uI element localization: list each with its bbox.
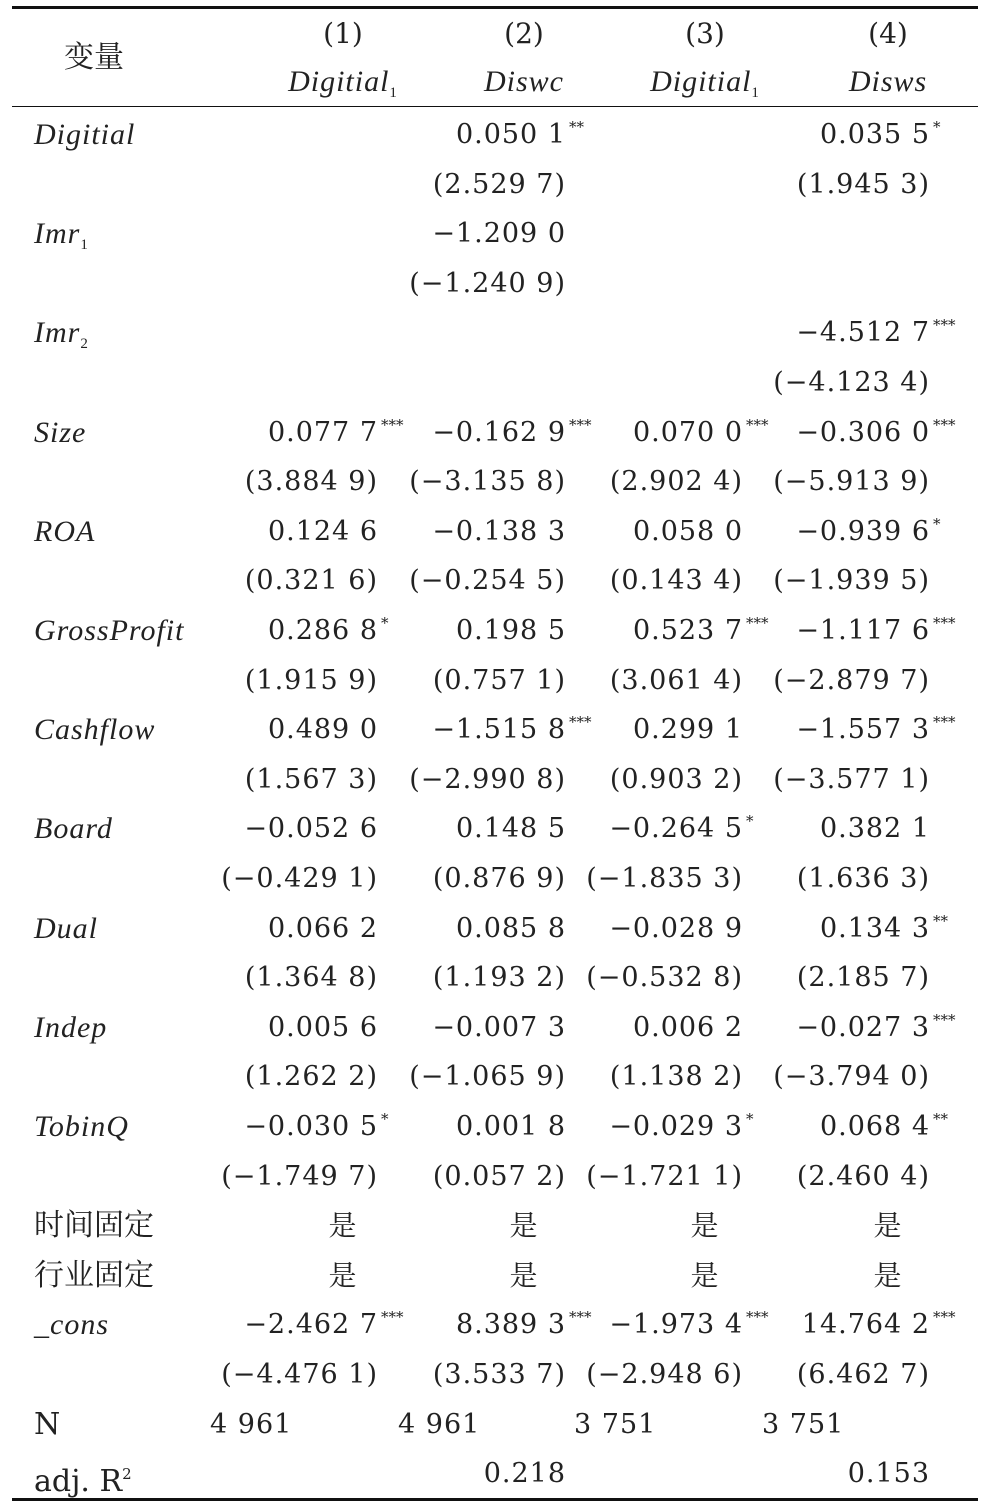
n-value: 4 961 [398,1408,481,1440]
significance-stars: *** [746,1308,769,1327]
significance-stars: *** [933,1010,956,1029]
dependent-var-4 [798,62,978,102]
tstat-cell [433,1152,566,1202]
cell-value: (0.057 2) [432,1160,566,1192]
cell-value: 0.001 8 [455,1111,566,1142]
tstat-row [0,1152,992,1202]
coef-row [0,705,992,755]
coef-row [0,1003,992,1053]
cell-value: 0.050 1 [455,119,566,150]
tstat-cell [797,1152,930,1202]
tstat-cell [773,1052,930,1102]
coef-cell [244,804,378,854]
tstat-cell [245,556,378,606]
cell-value: −0.939 6 [796,515,930,547]
cell-value: 0.286 8 [267,615,378,646]
tstat-row [0,259,992,309]
tstat-cell [409,259,566,309]
cell-value: (0.757 1) [432,664,566,696]
coef-cell [796,507,941,557]
coef-row [0,606,992,656]
tstat-cell [586,953,743,1003]
coef-cell [609,1300,769,1350]
variable-label [34,1102,129,1152]
fixed-effect-label [34,1201,154,1251]
cell-value: 0.068 4 [819,1111,930,1142]
coef-cell [609,904,743,954]
coef-cell [801,1300,956,1350]
label-text: ROA [34,514,96,548]
cell-value: 0.066 2 [267,912,378,944]
cell-value: −0.138 3 [432,515,566,547]
coef-row [0,1102,992,1152]
significance-stars: * [746,812,754,831]
coef-cell [633,1003,743,1053]
label-text: GrossProfit [34,614,185,647]
coef-row [0,904,992,954]
tstat-cell [221,1350,378,1400]
tstat-row [0,953,992,1003]
label-subscript: 2 [80,336,89,353]
significance-stars: ** [933,911,948,930]
cell-value: 0.218 [483,1458,566,1490]
tstat-cell [433,953,566,1003]
tstat-cell [409,457,566,507]
variable-label [34,1003,107,1053]
cell-value: 0.148 5 [455,813,566,845]
cell-value: 0.198 5 [455,615,566,646]
variable-label [34,110,135,160]
cell-value: −0.028 9 [609,912,743,944]
tstat-cell [773,358,930,408]
significance-stars: * [381,1110,389,1128]
cell-value: 0.382 1 [819,813,930,845]
tstat-cell [773,556,930,606]
coef-cell [268,507,378,557]
cons-row [0,1300,992,1350]
tstat-cell [773,755,930,805]
n-value: 3 751 [762,1408,845,1440]
label-superscript: 2 [122,1465,132,1484]
r2-value [848,1449,930,1499]
cell-value: (−4.123 4) [773,367,930,398]
cell-value: (0.143 4) [609,565,743,597]
significance-stars: * [933,514,941,533]
coef-cell [819,110,941,160]
coef-cell [819,904,948,954]
cell-value: 0.005 6 [267,1011,378,1043]
label-text: Indep [34,1010,108,1044]
cell-value: 0.058 0 [632,515,743,547]
coef-row [0,110,992,160]
n-label [34,1400,60,1450]
tstat-row [0,556,992,606]
cell-value: (2.529 7) [432,168,566,200]
significance-stars: *** [569,1308,592,1327]
coef-cell [268,1003,378,1053]
tstat-cell [610,1052,743,1102]
tstat-cell [245,1052,378,1102]
cell-value: (−2.879 7) [773,664,930,696]
cell-value: (1.262 2) [244,1061,378,1093]
label-text: Size [34,415,87,449]
table-header-rule [12,106,978,107]
fixed-effect-value: 是 [873,1209,903,1243]
cell-value: (1.915 9) [244,664,378,696]
label-text: TobinQ [34,1110,129,1143]
cell-value: (−4.476 1) [221,1359,378,1390]
dependent-var-subscript: 1 [751,85,760,101]
tstat-row [0,358,992,408]
significance-stars: *** [381,415,404,434]
dependent-var-name: Diswc [484,65,564,98]
cell-value: −0.027 3 [796,1011,930,1043]
cell-value: −0.007 3 [432,1011,566,1043]
label-subscript: 1 [80,237,89,254]
tstat-cell [409,755,566,805]
variable-column-header: 变量 [64,40,124,75]
significance-stars: * [381,614,389,632]
tstat-cell [797,160,930,210]
cell-value: (−1.835 3) [586,863,743,894]
dependent-var-2 [434,62,614,102]
coef-cell [432,408,592,458]
cell-value: (2.185 7) [796,962,930,994]
cell-value: (−1.240 9) [409,267,566,299]
cell-value: (1.138 2) [609,1061,743,1093]
coef-cell [456,804,566,854]
n-value: 4 961 [210,1408,293,1440]
coef-cell [796,705,956,755]
cell-value: (2.902 4) [609,466,743,498]
tstat-cell [797,854,930,904]
coef-cell [267,408,404,458]
cell-value: (0.876 9) [432,863,566,894]
cell-value: −1.515 8 [432,714,566,746]
variable-label [34,408,86,458]
coef-cell [267,606,389,656]
significance-stars: *** [746,614,769,632]
cell-value: (0.321 6) [244,565,378,597]
label-text: Board [34,812,113,846]
r2-value [484,1449,566,1499]
fixed-effect-value: 是 [509,1258,539,1292]
fixed-effect-label [34,1251,154,1301]
tstat-row [0,457,992,507]
cell-value: 0.006 2 [632,1011,743,1043]
cell-value: (−1.749 7) [221,1160,378,1192]
variable-label [34,606,184,656]
coef-cell [796,606,956,656]
cell-value: −0.029 3 [609,1111,743,1142]
tstat-cell [245,656,378,706]
significance-stars: ** [933,1110,948,1128]
tstat-cell [221,854,378,904]
cell-value: (−2.948 6) [586,1359,743,1390]
tstat-cell [433,854,566,904]
tstat-cell [610,457,743,507]
coef-cell [796,1003,956,1053]
fixed-effect-row [0,1201,992,1251]
cell-value: (0.903 2) [609,763,743,795]
cell-value: 0.124 6 [267,515,378,547]
cell-value: (−3.577 1) [773,763,930,795]
coef-cell [796,308,956,358]
coef-row [0,507,992,557]
cell-value: −2.462 7 [244,1309,378,1341]
coef-cell [632,606,769,656]
significance-stars: *** [933,614,956,632]
tstat-cell [797,1350,930,1400]
cell-value: (1.636 3) [796,863,930,894]
cell-value: −0.264 5 [609,813,743,845]
label-text: adj. R [34,1464,123,1500]
tstat-row [0,1052,992,1102]
dependent-var-name: Digitial [650,65,752,98]
coef-row [0,804,992,854]
cell-value: (1.567 3) [244,763,378,795]
column-number-2: (2) [504,17,544,50]
fixed-effect-value: 是 [328,1258,358,1292]
tstat-cell [586,1152,743,1202]
label-text: Dual [34,911,98,945]
label-text: _cons [34,1308,109,1342]
tstat-row [0,656,992,706]
variable-label [34,804,113,854]
fixed-effect-value: 是 [690,1258,720,1292]
tstat-cell [433,160,566,210]
cell-value: −0.306 0 [796,416,930,448]
r2-label [34,1449,132,1507]
coef-cell [432,1003,566,1053]
coef-cell [796,408,956,458]
cell-value: 0.299 1 [632,714,743,746]
tstat-row [0,160,992,210]
tstat-cell [221,1152,378,1202]
cell-value: (1.193 2) [432,962,566,994]
cell-value: (3.533 7) [432,1359,566,1390]
label-text: Cashflow [34,713,156,747]
significance-stars: * [746,1110,754,1128]
coef-cell [609,804,754,854]
coef-cell [633,705,743,755]
coef-row [0,209,992,259]
cell-value: 0.153 [847,1458,930,1490]
cell-value: (−0.429 1) [221,863,378,894]
label-text: Imr [34,316,81,350]
tstat-cell [245,457,378,507]
dependent-var-name: Digitial [288,65,390,98]
coef-cell [609,1102,754,1152]
tstat-cell [610,755,743,805]
significance-stars: *** [933,415,956,434]
cell-value: (3.884 9) [244,466,378,498]
coef-cell [820,804,930,854]
cell-value: 0.523 7 [632,615,743,646]
tstat-row [0,755,992,805]
fixed-effect-value: 是 [690,1209,720,1243]
cell-value: −1.117 6 [796,615,930,646]
column-number-3: (3) [685,17,725,50]
significance-stars: *** [933,316,956,335]
dependent-var-name: Disws [848,65,928,98]
coef-cell [633,507,743,557]
cell-value: (−0.254 5) [409,565,566,597]
cell-value: −0.162 9 [432,416,566,448]
tstat-cell [245,953,378,1003]
label-text: 行业固定 [34,1257,154,1293]
cell-value: 0.489 0 [267,714,378,746]
coef-cell [455,110,584,160]
cell-value: 0.134 3 [819,912,930,944]
cell-value: (−1.721 1) [586,1160,743,1192]
coef-cell [268,705,378,755]
cell-value: (−0.532 8) [586,962,743,994]
coef-cell [456,606,566,656]
significance-stars: *** [933,1308,956,1327]
cell-value: −0.052 6 [244,813,378,845]
tstat-cell [409,556,566,606]
cell-value: (−5.913 9) [773,466,930,498]
coef-cell [432,507,566,557]
variable-label [34,904,98,954]
fixed-effect-value: 是 [873,1258,903,1292]
coef-cell [456,1102,566,1152]
significance-stars: *** [569,415,592,434]
n-value: 3 751 [574,1408,657,1440]
r2-row [0,1449,992,1499]
cell-value: (6.462 7) [796,1359,930,1390]
cons-label [34,1300,109,1350]
tstat-cell [610,556,743,606]
coef-row [0,408,992,458]
tstat-cell [409,1052,566,1102]
coef-cell [632,408,769,458]
dependent-var-subscript: 1 [389,85,398,101]
cell-value: (−3.794 0) [773,1061,930,1093]
label-text: Imr [34,217,81,251]
cell-value: −1.209 0 [432,218,566,250]
coef-cell [432,705,592,755]
variable-label [34,507,95,557]
cell-value: (−2.990 8) [409,763,566,795]
label-text: N [34,1406,61,1442]
fixed-effect-value: 是 [509,1209,539,1243]
cell-value: 8.389 3 [455,1309,566,1341]
tstat-cell [773,457,930,507]
coef-cell [432,209,566,259]
dependent-var-1 [253,62,433,113]
tstat-row [0,854,992,904]
coef-cell [268,904,378,954]
cell-value: (−3.135 8) [409,466,566,498]
cell-value: −1.973 4 [609,1309,743,1341]
significance-stars: *** [746,415,769,434]
significance-stars: *** [381,1308,404,1327]
cell-value: (2.460 4) [796,1160,930,1192]
coef-cell [244,1102,389,1152]
dependent-var-3 [615,62,795,113]
tstat-cell [797,953,930,1003]
tstat-cell [773,656,930,706]
coef-cell [455,1300,592,1350]
cell-value: 0.070 0 [632,416,743,448]
cell-value: 0.085 8 [455,912,566,944]
cell-value: −0.030 5 [244,1111,378,1142]
tstat-cell [586,1350,743,1400]
cell-value: 0.035 5 [819,119,930,150]
cell-value: (3.061 4) [609,664,743,696]
significance-stars: * [933,118,941,136]
tstat-cell [433,1350,566,1400]
cell-value: 0.077 7 [267,416,378,448]
cell-value: (−1.065 9) [409,1061,566,1093]
n-row [0,1400,992,1450]
significance-stars: *** [933,713,956,732]
label-text: Digitial [34,118,136,151]
table-top-rule [12,6,978,9]
coef-cell [819,1102,948,1152]
fixed-effect-value: 是 [328,1209,358,1243]
column-number-1: (1) [323,17,363,50]
coef-cell [456,904,566,954]
tstat-cell [245,755,378,805]
cell-value: −4.512 7 [796,317,930,349]
significance-stars: *** [569,713,592,732]
cell-value: (1.364 8) [244,962,378,994]
tstat-cell [610,656,743,706]
significance-stars: ** [569,118,584,136]
cell-value: −1.557 3 [796,714,930,746]
cons-tstat-row [0,1350,992,1400]
cell-value: (1.945 3) [796,168,930,200]
tstat-cell [586,854,743,904]
tstat-cell [433,656,566,706]
cell-value: 14.764 2 [801,1309,930,1341]
coef-cell [244,1300,404,1350]
column-number-4: (4) [868,17,908,50]
cell-value: (−1.939 5) [773,565,930,597]
variable-label [34,705,155,755]
label-text: 时间固定 [34,1208,154,1244]
coef-row [0,308,992,358]
fixed-effect-row [0,1251,992,1301]
